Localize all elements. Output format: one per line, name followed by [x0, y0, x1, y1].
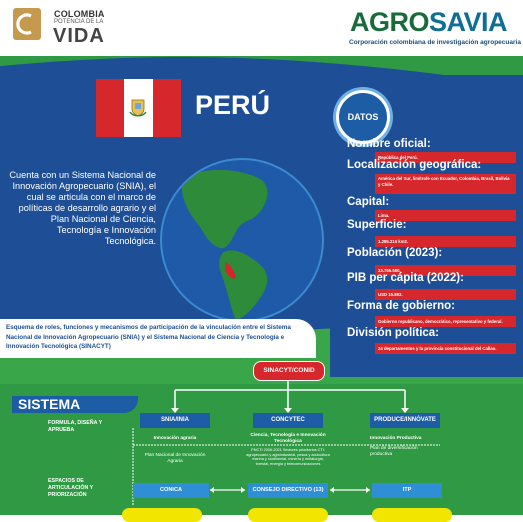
column-body-snia-2: Plan Nacional de Innovación Agraria — [144, 453, 206, 464]
column-body-snia-1: Innovación agraria — [153, 436, 197, 441]
datos-value-superficie: 1.285.216 km2. — [375, 236, 516, 247]
scheme-text: Esquema de roles, funciones y mecanismos de participación de la vinculación entre el Sistema Nacional de Innovación Agropecuario (SNIA) y el Sistema Nacional de Ciencia y Tecnología e Innovación Tecnológica (SINACYT) — [6, 324, 291, 350]
datos-label-pib: PIB per cápita (2022): — [347, 272, 464, 284]
description-text: Cuenta con un Sistema Nacional de Innovación Agropecuario (SNIA), el cual se articula con el marco de políticas de desarrollo agrario y el Plan Nacional de Ciencia, Tecnología e Innovación Tecnológica. — [9, 170, 156, 246]
yellow-pill-center — [248, 508, 328, 522]
datos-label-poblacion: Población (2023): — [347, 247, 443, 259]
agrosavia-logo-part2: SAVIA — [429, 7, 508, 37]
bottom-box-consejo: CONSEJO DIRECTIVO (13) — [248, 483, 328, 498]
bottom-box-itp: ITP — [372, 483, 442, 498]
datos-badge-label: DATOS — [347, 112, 379, 122]
datos-value-gobierno: Gobierno republicano, democrático, representativo y federal. — [375, 316, 516, 327]
row-label-espacios: ESPACIOS DE ARTICULACIÓN Y PRIORIZACIÓN — [48, 478, 94, 498]
datos-label-gobierno: Forma de gobierno: — [347, 300, 455, 312]
sinacyt-node: SINACYT/CONID — [253, 361, 325, 381]
colombia-wordmark-line1: COLOMBIA — [54, 9, 105, 19]
column-body-concytec-1: Ciencia, Tecnología e Innovación Tecnológica — [250, 433, 326, 444]
column-body-produce-2: Plan de diversificación productiva — [370, 446, 418, 457]
datos-value-poblacion: 33.765.580. — [375, 265, 516, 276]
datos-label-localizacion: Localización geográfica: — [347, 159, 482, 171]
datos-value-localizacion: América del Sur, limítrofe con Ecuador, Colombia, Brasil, Bolivia y Chile. — [375, 174, 516, 194]
colombia-wordmark-line2: POTENCIA DE LA — [54, 19, 104, 25]
colombia-wordmark-line3: VIDA — [53, 25, 105, 47]
datos-value-nombre: República del Perú. — [375, 152, 516, 163]
yellow-pill-left — [122, 508, 202, 522]
column-header-produce: PRODUCE/INNÓVATE — [370, 413, 440, 428]
bottom-box-conica: CONICA — [133, 483, 209, 498]
agrosavia-subtitle: Corporación colombiana de investigación agropecuaria — [349, 39, 521, 46]
datos-label-division: División política: — [347, 327, 440, 339]
datos-label-superficie: Superficie: — [347, 219, 407, 231]
datos-value-pib: USD 15.893. — [375, 289, 516, 300]
datos-label-nombre: Nombre oficial: — [347, 138, 431, 150]
column-body-produce-1: Innovación Productiva — [370, 436, 422, 441]
sistema-title: SISTEMA — [12, 396, 138, 413]
datos-label-capital: Capital: — [347, 196, 390, 208]
column-body-concytec-2: PNCTI 2006-2021 Sectores prioritarios CTI: agropecuario y agroindustrial, pesca y acuicultura marina y continental, minería y metalurgia, forestal, energía y telecomunicaciones — [246, 448, 330, 466]
country-title: PERÚ — [195, 90, 271, 120]
row-label-formula: FORMULA, DISEÑA Y APRUEBA — [48, 420, 103, 433]
datos-value-capital: Lima. — [375, 210, 516, 221]
column-header-snia: SNIA/INIA — [140, 413, 210, 428]
datos-value-division: 24 departamentos y la provincia constitucional del Callao. — [375, 343, 516, 354]
yellow-pill-right — [372, 508, 452, 522]
column-header-concytec: CONCYTEC — [253, 413, 323, 428]
agrosavia-logo-part1: AGRO — [350, 7, 429, 37]
